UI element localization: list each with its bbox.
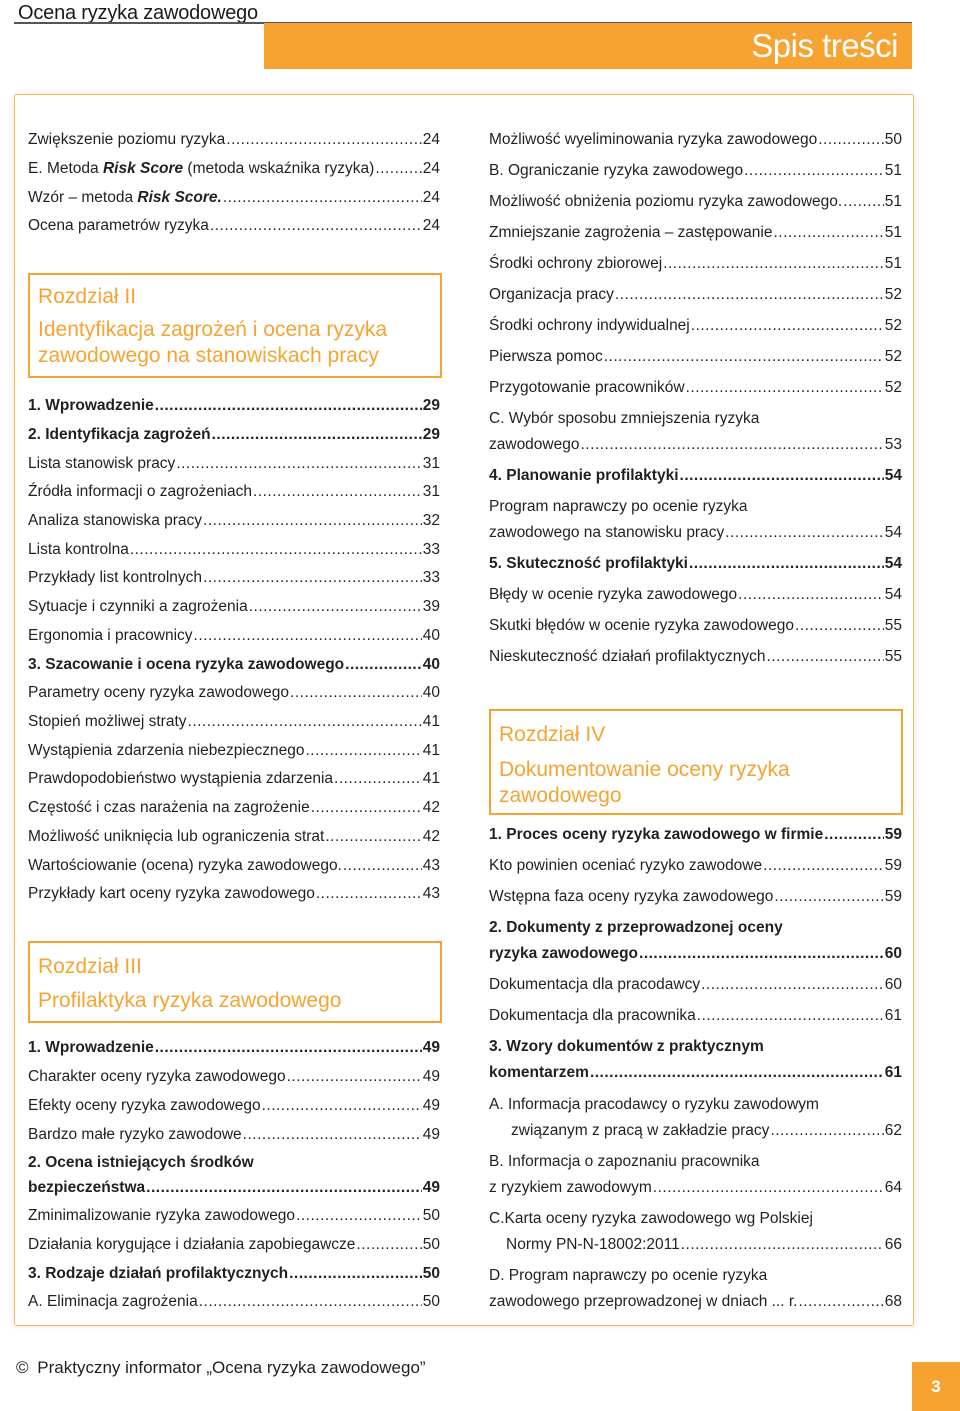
- toc-entry[interactable]: zawodowego ..... 53: [489, 432, 902, 458]
- toc-entry[interactable]: Zminimalizowanie ryzyka zawodowego ..... 50: [28, 1203, 440, 1229]
- toc-entry-line[interactable]: B. Informacja o zapoznaniu pracownika: [489, 1153, 760, 1170]
- toc-entry[interactable]: bezpieczeństwa ..... 49: [28, 1175, 440, 1201]
- toc-entry[interactable]: Możliwość obniżenia poziomu ryzyka zawodowego. ..... 51: [489, 189, 902, 215]
- toc-entry[interactable]: Środki ochrony zbiorowej ..... 51: [489, 251, 902, 277]
- chapter-heading-2: [28, 273, 442, 378]
- toc-entry[interactable]: A. Eliminacja zagrożenia ..... 50: [28, 1289, 440, 1315]
- toc-entry[interactable]: Charakter oceny ryzyka zawodowego ..... 49: [28, 1064, 440, 1090]
- toc-entry[interactable]: Stopień możliwej straty ..... 41: [28, 709, 440, 735]
- toc-entry[interactable]: 3. Rodzaje działań profilaktycznych ..... 50: [28, 1261, 440, 1287]
- toc-entry[interactable]: Przykłady kart oceny ryzyka zawodowego ..... 43: [28, 881, 440, 907]
- toc-entry-line[interactable]: Program naprawczy po ocenie ryzyka: [489, 498, 748, 515]
- toc-entry[interactable]: Normy PN-N-18002:2011 ..... 66: [489, 1232, 902, 1258]
- chapter-label: Rozdział IV: [499, 723, 606, 746]
- toc-entry[interactable]: 4. Planowanie profilaktyki ..... 54: [489, 463, 902, 489]
- chapter-heading-3: [28, 941, 442, 1023]
- toc-entry-line[interactable]: C. Wybór sposobu zmniejszenia ryzyka: [489, 410, 760, 427]
- toc-entry-line[interactable]: 2. Ocena istniejących środków: [28, 1154, 254, 1171]
- toc-entry[interactable]: komentarzem ..... 61: [489, 1060, 902, 1086]
- toc-entry[interactable]: 5. Skuteczność profilaktyki ..... 54: [489, 551, 902, 577]
- toc-entry[interactable]: Nieskuteczność działań profilaktycznych ..... 55: [489, 644, 902, 670]
- toc-entry-line[interactable]: A. Informacja pracodawcy o ryzyku zawodowym: [489, 1096, 819, 1113]
- toc-entry[interactable]: Efekty oceny ryzyka zawodowego ..... 49: [28, 1093, 440, 1119]
- toc-entry[interactable]: 3. Szacowanie i ocena ryzyka zawodowego ..... 40: [28, 652, 440, 678]
- footer: [16, 1357, 426, 1379]
- toc-entry[interactable]: Organizacja pracy ..... 52: [489, 282, 902, 308]
- toc-entry[interactable]: Ergonomia i pracownicy ..... 40: [28, 623, 440, 649]
- toc-entry[interactable]: Błędy w ocenie ryzyka zawodowego ..... 54: [489, 582, 902, 608]
- toc-entry-line[interactable]: D. Program naprawczy po ocenie ryzyka: [489, 1267, 768, 1284]
- chapter-heading-4: [489, 709, 903, 815]
- toc-entry[interactable]: z ryzykiem zawodowym ..... 64: [489, 1175, 902, 1201]
- chapter-label: Rozdział III: [38, 955, 142, 978]
- toc-entry[interactable]: ryzyka zawodowego ..... 60: [489, 941, 902, 967]
- toc-entry[interactable]: zawodowego na stanowisku pracy ..... 54: [489, 520, 902, 546]
- chapter-title: Dokumentowanie oceny ryzyka zawodowego: [499, 758, 790, 807]
- toc-entry[interactable]: Możliwość uniknięcia lub ograniczenia strat ..... 42: [28, 824, 440, 850]
- toc-entry[interactable]: 2. Identyfikacja zagrożeń ..... 29: [28, 422, 440, 448]
- toc-entry-line[interactable]: 3. Wzory dokumentów z praktycznym: [489, 1038, 764, 1055]
- toc-entry[interactable]: Wystąpienia zdarzenia niebezpiecznego ..... 41: [28, 738, 440, 764]
- running-title: Ocena ryzyka zawodowego: [18, 2, 258, 24]
- page-number-badge: [912, 1362, 960, 1411]
- toc-entry[interactable]: Skutki błędów w ocenie ryzyka zawodowego ..... 55: [489, 613, 902, 639]
- chapter-label: Rozdział II: [38, 285, 137, 308]
- toc-entry-line[interactable]: C.Karta oceny ryzyka zawodowego wg Polskiej: [489, 1210, 813, 1227]
- toc-entry[interactable]: 1. Wprowadzenie ..... 49: [28, 1035, 440, 1061]
- toc-entry[interactable]: Przygotowanie pracowników ..... 52: [489, 375, 902, 401]
- toc-entry[interactable]: Kto powinien oceniać ryzyko zawodowe ..... 59: [489, 853, 902, 879]
- toc-entry[interactable]: Zmniejszanie zagrożenia – zastępowanie ..... 51: [489, 220, 902, 246]
- toc-entry[interactable]: Parametry oceny ryzyka zawodowego ..... 40: [28, 680, 440, 706]
- toc-entry[interactable]: Prawdopodobieństwo wystąpienia zdarzenia ..... 41: [28, 766, 440, 792]
- toc-entry[interactable]: Częstość i czas narażenia na zagrożenie ..... 42: [28, 795, 440, 821]
- toc-entry[interactable]: Lista stanowisk pracy ..... 31: [28, 451, 440, 477]
- toc-entry[interactable]: Bardzo małe ryzyko zawodowe ..... 49: [28, 1122, 440, 1148]
- toc-entry[interactable]: B. Ograniczanie ryzyka zawodowego ..... 51: [489, 158, 902, 184]
- toc-entry[interactable]: Analiza stanowiska pracy ..... 32: [28, 508, 440, 534]
- page-title: Spis treści: [751, 27, 898, 64]
- toc-entry[interactable]: Działania korygujące i działania zapobiegawcze ..... 50: [28, 1232, 440, 1258]
- copyright-icon: ©: [16, 1358, 29, 1377]
- toc-entry[interactable]: 1. Wprowadzenie ..... 29: [28, 393, 440, 419]
- toc-entry[interactable]: Pierwsza pomoc ..... 52: [489, 344, 902, 370]
- toc-entry[interactable]: Wartościowanie (ocena) ryzyka zawodowego. ..... 43: [28, 853, 440, 879]
- toc-entry[interactable]: 1. Proces oceny ryzyka zawodowego w firmie ..... 59: [489, 822, 902, 848]
- toc-entry[interactable]: Źródła informacji o zagrożeniach ..... 31: [28, 479, 440, 505]
- toc-entry[interactable]: Sytuacje i czynniki a zagrożenia ..... 39: [28, 594, 440, 620]
- toc-entry[interactable]: Lista kontrolna ..... 33: [28, 537, 440, 563]
- toc-entry[interactable]: Przykłady list kontrolnych ..... 33: [28, 565, 440, 591]
- chapter-title: Profilaktyka ryzyka zawodowego: [38, 989, 342, 1012]
- toc-entry[interactable]: Dokumentacja dla pracownika ..... 61: [489, 1003, 902, 1029]
- page-title-band: [264, 23, 912, 69]
- page-number: 3: [931, 1376, 941, 1396]
- footer-text: Praktyczny informator „Ocena ryzyka zawodowego”: [37, 1358, 426, 1377]
- toc-entry[interactable]: Wstępna faza oceny ryzyka zawodowego ..... 59: [489, 884, 902, 910]
- toc-entry[interactable]: Możliwość wyeliminowania ryzyka zawodowego ..... 50: [489, 127, 902, 153]
- toc-entry[interactable]: Wzór – metoda Risk Score. ..... 24: [28, 185, 440, 211]
- toc-entry[interactable]: związanym z pracą w zakładzie pracy ..... 62: [489, 1118, 902, 1144]
- chapter-title: Identyfikacja zagrożeń i ocena ryzyka zawodowego na stanowiskach pracy: [38, 318, 388, 367]
- toc-entry[interactable]: Zwiększenie poziomu ryzyka ..... 24: [28, 127, 440, 153]
- toc-entry-line[interactable]: 2. Dokumenty z przeprowadzonej oceny: [489, 919, 783, 936]
- toc-entry[interactable]: Ocena parametrów ryzyka ..... 24: [28, 213, 440, 239]
- toc-entry[interactable]: zawodowego przeprowadzonej w dniach ... r. ..... 68: [489, 1289, 902, 1315]
- toc-entry[interactable]: Środki ochrony indywidualnej ..... 52: [489, 313, 902, 339]
- toc-entry[interactable]: Dokumentacja dla pracodawcy ..... 60: [489, 972, 902, 998]
- toc-entry[interactable]: E. Metoda Risk Score (metoda wskaźnika ryzyka) ..... 24: [28, 156, 440, 182]
